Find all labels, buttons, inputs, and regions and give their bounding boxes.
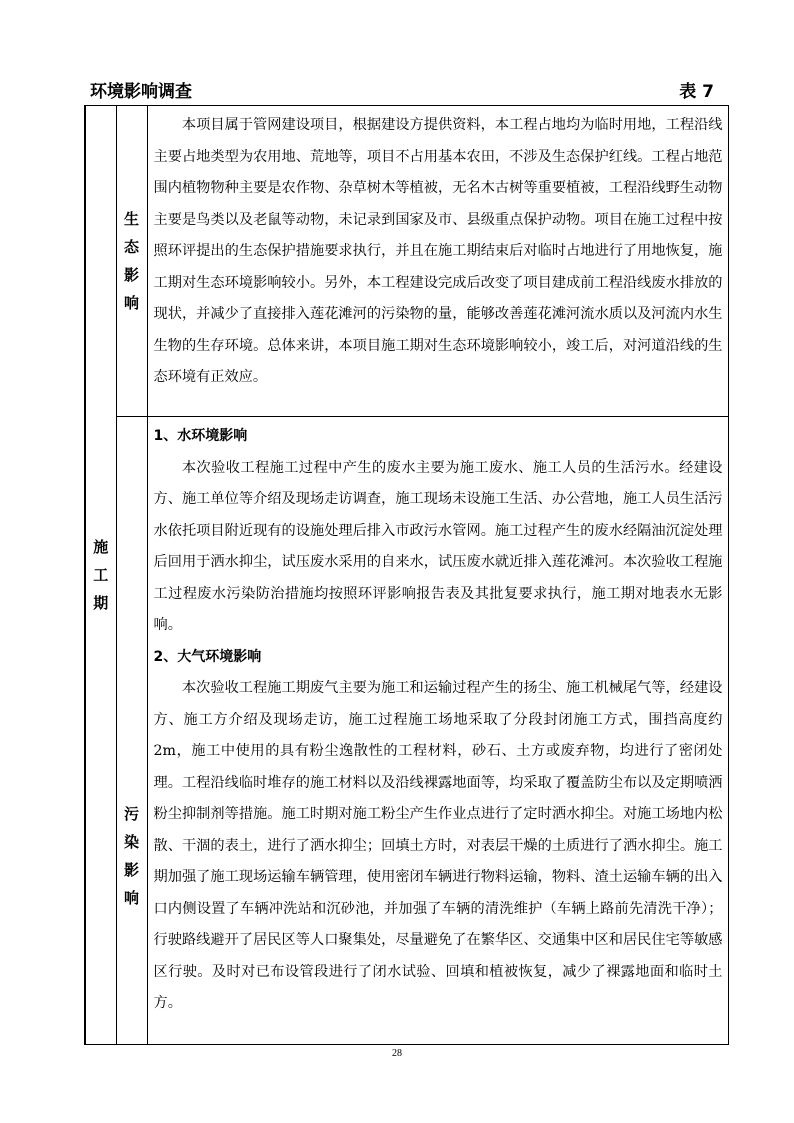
pollution-impact-label: 污 染 影 响 — [123, 804, 139, 907]
air-impact-heading: 2、大气环境影响 — [153, 648, 262, 665]
ecology-paragraph: 本项目属于管网建设项目，根据建设方提供资料，本工程占地均为临时用地，工程沿线主要占地类型为农用地、荒地等，项目不占用基本农田，不涉及生态保护红线。工程占地范围内植物物种主要是农作物、杂草树木等植被，无名木古树等重要植被，工程沿线野生动物主要是鸟类以及老鼠等动物，未记录到国家及市、县级重点保护动物。项目在施工过程中按照环评提出的生态保护措施要求执行，并且在施工期结束后对临时占地进行了用地恢复，施工期对生态环境影响较小。另外，本工程建设完成后改变了项目建成前工程沿线废水排放的现状，并减少了直接排入莲花滩河的污染物的量，能够改善莲花滩河流水质以及河流内水生生物的生存环境。总体来讲，本项目施工期对生态环境影响较小，竣工后，对河道沿线的生态环境有正效应。 — [153, 117, 723, 385]
environmental-impact-table — [84, 105, 729, 1045]
construction-period-cell — [85, 106, 116, 1045]
page-number: 28 — [392, 1048, 402, 1059]
water-impact-heading: 1、水环境影响 — [153, 428, 248, 444]
water-impact-paragraph: 本次验收工程施工过程中产生的废水主要为施工废水、施工人员的生活污水。经建设方、施工单位等介绍及现场走访调查，施工现场未设施工生活、办公营地，施工人员生活污水依托项目附近现有的设施处理后排入市政污水管网。施工过程产生的废水经隔油沉淀处理后回用于洒水抑尘，试压废水采用的自来水，试压废水就近排入莲花滩河。本次验收工程施工过程废水污染防治措施均按照环评影响报告表及其批复要求执行，施工期对地表水无影响。 — [153, 459, 723, 633]
air-impact-paragraph: 本次验收工程施工期废气主要为施工和运输过程产生的扬尘、施工机械尾气等，经建设方、施工方介绍及现场走访，施工过程施工场地采取了分段封闭施工方式，围挡高度约 2m，施工中使用的具有粉尘逸散性的工程材料，砂石、土方或废弃物，均进行了密闭处理。工程沿线临时堆存的施工材料以及沿线裸露地面等，均采取了覆盖防尘布以及定期喷洒粉尘抑制剂等措施。施工时期对施工粉尘产生作业点进行了定时洒水抑尘。对施工场地内松散、干涸的表土，进行了洒水抑尘；回填土方时，对表层干燥的土质进行了洒水抑尘。施工期加强了施工现场运输车辆管理，使用密闭车辆进行物料运输，物料、渣土运输车辆的出入口内侧设置了车辆冲洗站和沉砂池，并加强了车辆的清洗维护（车辆上路前先清洗干净）；行驶路线避开了居民区等人口聚集处，尽量避免了在繁华区、交通集中区和居民住宅等敏感区行驶。及时对已布设管段进行了闭水试验、回填和植被恢复，减少了裸露地面和临时土方。 — [153, 680, 723, 1011]
ecology-content-cell — [147, 106, 728, 417]
report-header — [84, 80, 714, 104]
table-number: 表 7 — [679, 82, 714, 102]
ecology-row — [85, 106, 728, 417]
construction-period-label: 施 工 期 — [93, 538, 109, 612]
section-title: 环境影响调查 — [90, 82, 192, 102]
pollution-row — [85, 417, 728, 1045]
ecology-impact-label: 生 态 影 响 — [123, 210, 139, 312]
ecology-label-cell — [116, 106, 147, 417]
pollution-content-cell — [147, 417, 728, 1045]
pollution-label-cell — [116, 417, 147, 1045]
